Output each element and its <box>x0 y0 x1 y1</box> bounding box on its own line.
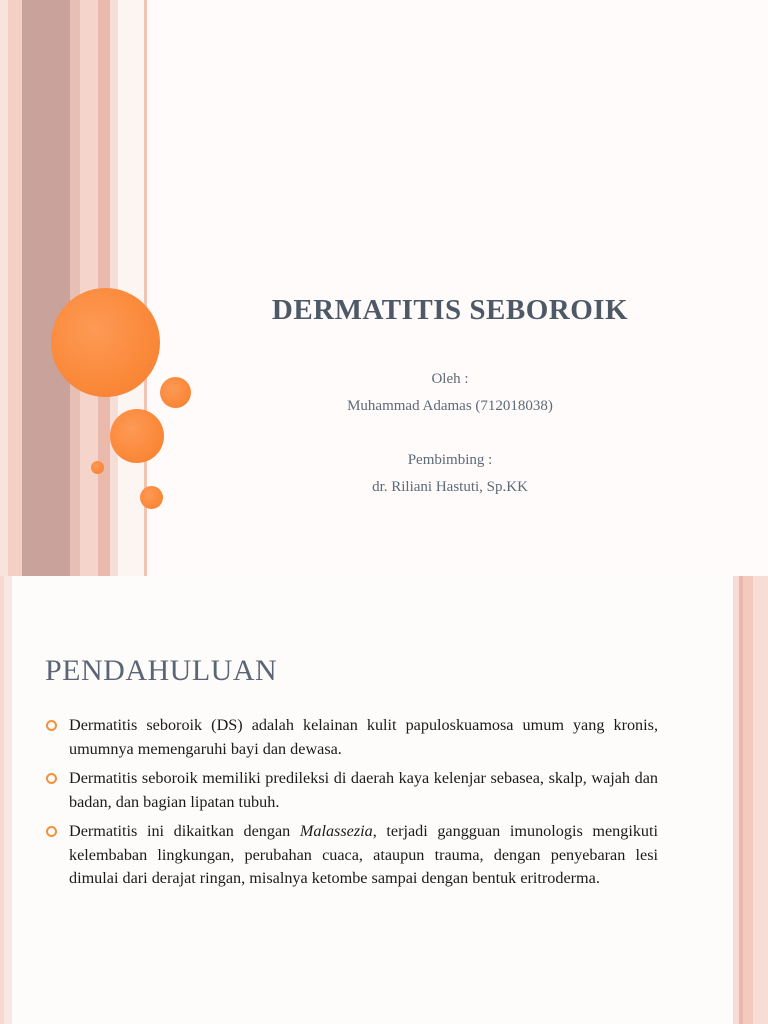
decor-stripe <box>4 576 12 1024</box>
decor-stripe <box>743 576 753 1024</box>
list-item <box>45 820 658 891</box>
decor-stripe <box>753 576 768 1024</box>
slide-title: DERMATITIS SEBOROIK <box>271 294 629 326</box>
decor-circle <box>91 461 104 474</box>
decor-circle <box>140 486 163 509</box>
bullet-icon <box>46 720 57 731</box>
bullet-text: Dermatitis ini dikaitkan dengan <box>69 822 300 840</box>
decor-circle-large <box>51 288 160 397</box>
list-item <box>45 714 658 761</box>
decor-stripe <box>0 0 8 576</box>
bullet-list <box>45 714 658 897</box>
decor-stripe <box>22 0 70 576</box>
list-item <box>45 767 658 814</box>
decor-stripe <box>8 0 22 576</box>
decor-circle <box>110 409 164 463</box>
bullet-text-italic: Malassezia <box>299 822 373 840</box>
bullet-text: Dermatitis seboroik (DS) adalah kelainan kulit papuloskuamosa umum yang kronis, umumnya memengaruhi bayi dan dewasa. <box>69 716 658 758</box>
decor-stripe <box>118 0 144 576</box>
bullet-text: Dermatitis seboroik memiliki predileksi di daerah kaya kelenjar sebasea, skalp, wajah dan badan, dan bagian lipatan tubuh. <box>69 769 658 811</box>
supervisor-name: dr. Riliani Hastuti, Sp.KK <box>372 479 528 495</box>
bullet-icon <box>46 826 57 837</box>
decor-stripe <box>70 0 80 576</box>
bullet-icon <box>46 773 57 784</box>
bullet-text: , terjadi gangguan imunologis mengikuti kelembaban lingkungan, perubahan cuaca, ataupun trauma, dengan penyebaran lesi dimulai dari derajat ringan, misalnya ketombe sampai dengan bentuk eritroderma. <box>69 822 658 887</box>
supervisor-label: Pembimbing : <box>407 452 493 468</box>
author-name: Muhammad Adamas (712018038) <box>347 398 553 414</box>
decor-circle <box>160 377 191 408</box>
author-label: Oleh : <box>431 371 469 387</box>
section-heading: PENDAHULUAN <box>45 654 278 687</box>
